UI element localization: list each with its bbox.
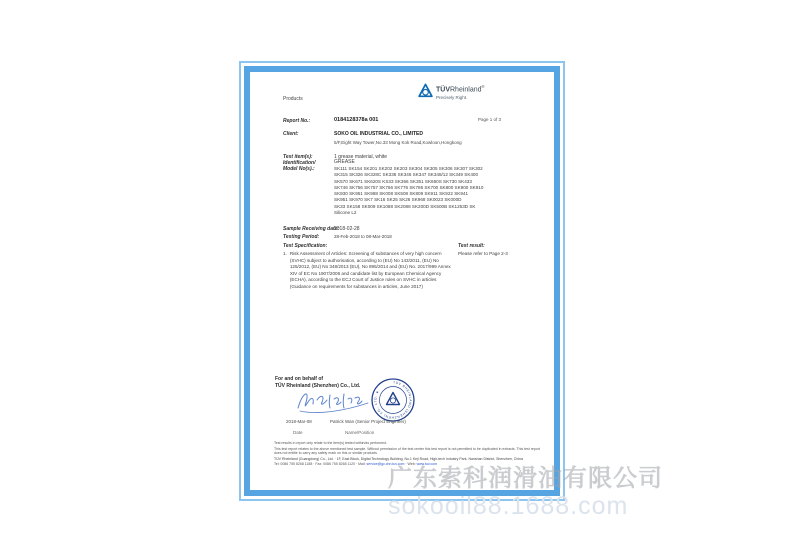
contact-text: · Web: [404, 462, 417, 466]
for-and-on-behalf-line2: TÜV Rheinland (Shenzhen) Co., Ltd. [275, 383, 361, 389]
sample-receiving-date: 2018-02-28 [334, 226, 360, 232]
test-result-heading: Test result: [458, 243, 485, 249]
logo-wordmark [436, 83, 484, 94]
disclaimer-line: This test report relates to the above mentioned test sample. Without permission of the test center this test report is not permitted to be duplicated in extracts. This test report does not entitle to carry any safety mark on this or similar products. [274, 446, 540, 455]
testing-period-value: 28-Feb-2018 to 08-Mar-2018 [334, 234, 392, 239]
test-result-value: Please refer to Page 2-3 [458, 251, 508, 256]
name-position-label: Name/Position [345, 430, 375, 435]
model-line: SK33 SK158 SK009 SK1088 SK2088 SK200D SK500B SK1253D SK [334, 203, 476, 209]
document-border [244, 66, 560, 496]
testing-period-label: Testing Period: [283, 234, 320, 240]
report-no-label: Report No.: [283, 118, 311, 124]
spec-item-text: Risk Assessment of Articles: Screening of substances of very high concern (SVHC) subject to authorisation, according to (EU) No 143/2011, (EU) No 125/2012, (EU) No 348/2013 (EU), No 895/2014 and (EU) No. 2017/999 Annex XIV of EC No 1907/2006 and candidate list by European Chemical Agency (ECHA), according to the ECJ Court of Justice rules on SVHC in articles (Guidance on requirements for substances in articles, June 2017) [289, 251, 451, 289]
contact-web-link[interactable]: www.tuv.com [416, 462, 437, 466]
model-line: SK570 SK671 SK620S KS33 SK366 SK351 SK660S SK730 SK433 [334, 178, 472, 184]
tuv-triangle-icon [418, 83, 433, 98]
certificate-document [239, 61, 565, 501]
test-items-value: 1 grease material, white [334, 154, 388, 160]
logo-registered-mark: ® [481, 84, 485, 89]
model-line: SK111 SK154 SK201 SK202 SK203 SK304 SK305 SK306 SK307 SK302 [334, 166, 483, 171]
lab-address: TÜV Rheinland (Guangdong) Co., Ltd. · 1F, East Block, Digital Technology Building, No.1 Keji Road, High-tech Industry Park, Nanshan District, Shenzhen, China [274, 456, 523, 461]
stamp-ring-text: TÜV RHEINLAND (SHENZHEN) CO., LTD. ★ [373, 380, 413, 420]
identification-value: GREASE [334, 159, 355, 165]
for-and-on-behalf-line1: For and on behalf of [275, 376, 324, 382]
test-items-label: Test item(s): [283, 154, 313, 160]
identification-label-line2: Model No(s).: [283, 166, 315, 172]
shop-link[interactable]: sokooil88.1688.com [388, 492, 629, 520]
model-line: SK951 SK970 SK7 SK16 SK25 SK26 SK968 SK0023 SK000D [334, 197, 462, 203]
model-line: SK315 SK326 SK328C SK336 SK346 SK347 SK348/12 SK349 SK400 [334, 172, 479, 178]
model-line: SK930 SK951 SK988 SK008 SK508 SK809 SK911 SK922 SK941 [334, 191, 469, 197]
company-stamp-icon [370, 377, 416, 423]
logo-tagline: Precisely Right. [436, 95, 468, 101]
client-name: SOKO OIL INDUSTRIAL CO., LIMITED [334, 131, 423, 137]
spec-item-number: 1. [283, 251, 287, 256]
model-line: SK746 SK756 SK757 SK766 SK776 SK786 SK700 SK800 SK900 SK910 [334, 184, 484, 190]
document-content [250, 72, 554, 490]
signature-icon [294, 388, 372, 416]
spec-item [283, 251, 453, 291]
test-specification-heading: Test Specification: [283, 243, 328, 249]
sign-name-value: Patrick Wan (Senior Project Engineer) [330, 419, 406, 424]
model-line: Silicone L2 [334, 210, 357, 216]
date-label: Date [293, 430, 303, 435]
watermark-text: 广东索科润滑油有限公司 [388, 465, 663, 492]
model-number-list [334, 166, 539, 216]
products-label: Products [283, 96, 303, 102]
client-label: Client: [283, 131, 299, 137]
sign-date-value: 2018-Mar-08 [286, 419, 312, 424]
report-no-value: 0184128378a 001 [334, 117, 379, 123]
client-address: 5/F,Eight Way Tower,No.33 Mong Kok Road,Kowloon,Hongkong [334, 140, 462, 145]
contact-email-link[interactable]: service@gc.chn.tuv.com [366, 462, 405, 466]
disclaimer-line: Test results in report only relate to the item(s) tested within/as performed. [274, 441, 388, 445]
page-indicator: Page 1 of 3 [478, 117, 502, 122]
sample-receiving-label: Sample Receiving date: [283, 226, 340, 232]
logo-text-block [436, 83, 484, 100]
contact-text: Tel: 0086 755 8268 1188 · Fax: 0086 755 8268 1120 · Mail: [274, 462, 367, 466]
tuv-rheinland-logo [418, 83, 484, 100]
identification-label-line1: Identification/ [283, 160, 316, 166]
logo-tuv-text: TÜV [436, 86, 450, 94]
logo-rheinland-text: Rheinland [450, 86, 482, 94]
